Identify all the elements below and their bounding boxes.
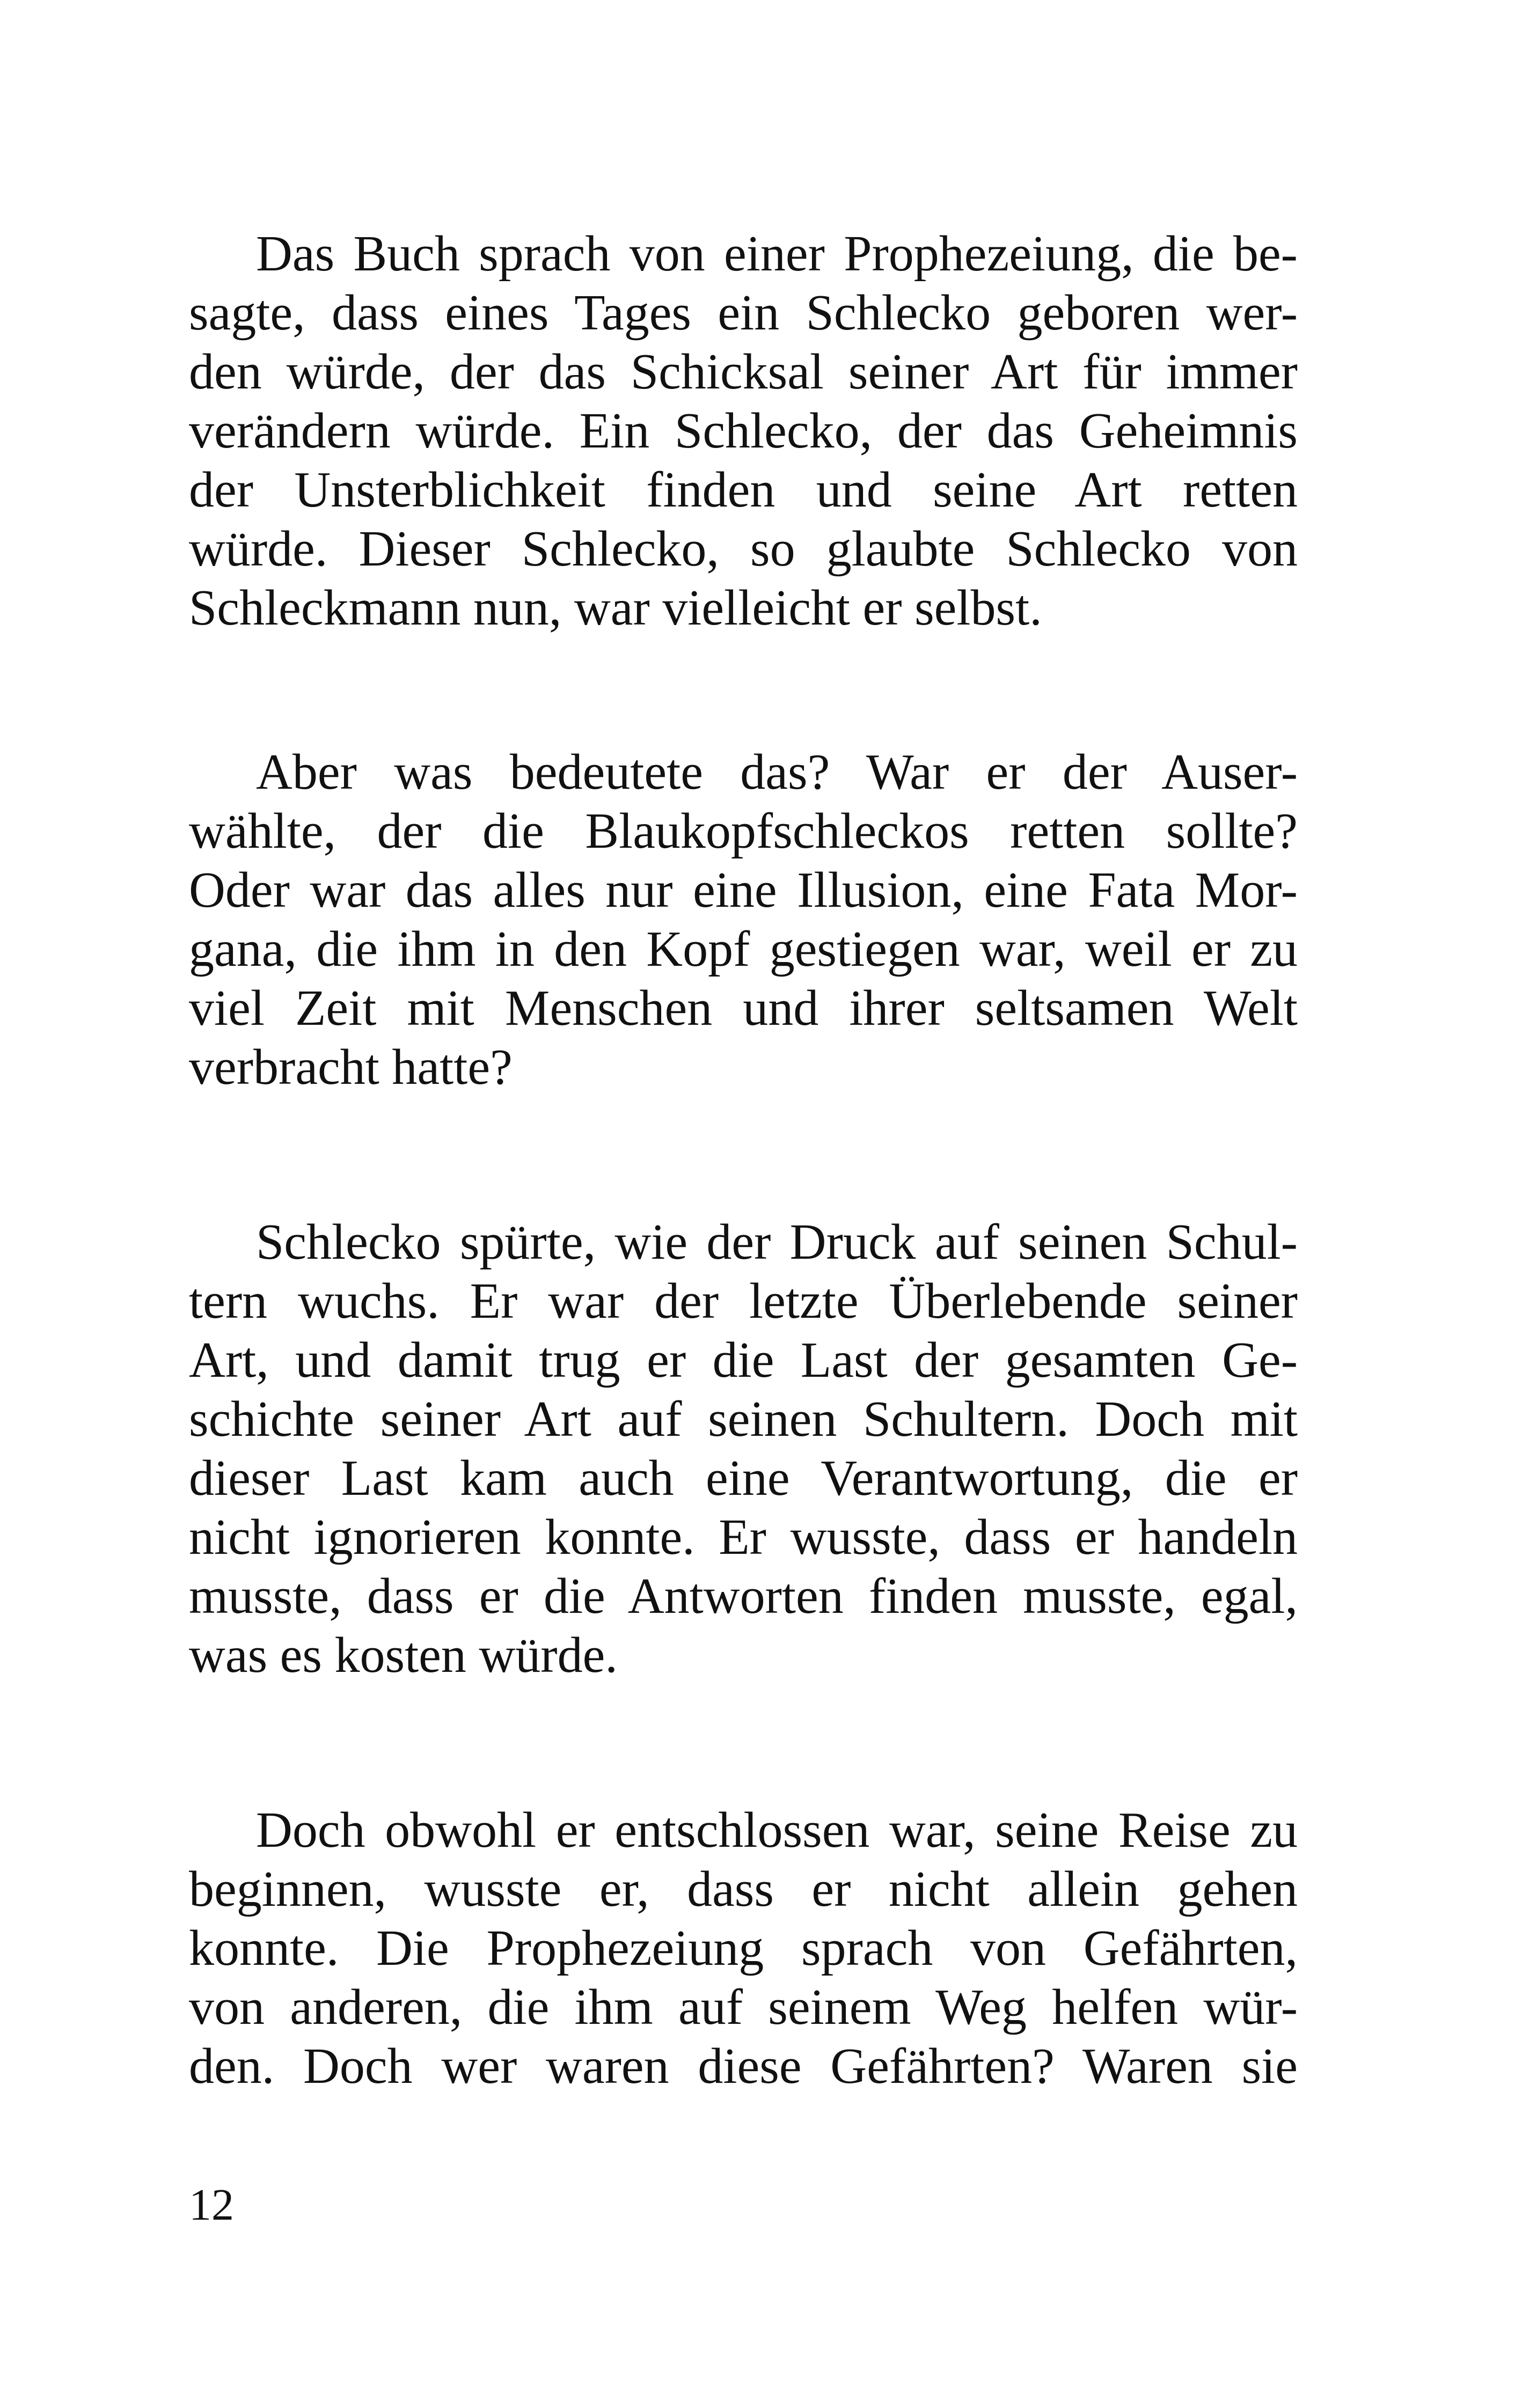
- paragraph-4: [189, 1801, 1298, 2096]
- paragraph-line: tern wuchs. Er war der letzte Überlebende seiner: [189, 1273, 1298, 1329]
- paragraph-line: den würde, der das Schicksal seiner Art für immer: [189, 344, 1298, 400]
- paragraph-line: von anderen, die ihm auf seinem Weg helfen wür-: [189, 1979, 1298, 2035]
- paragraph-line: gana, die ihm in den Kopf gestiegen war, weil er zu: [189, 921, 1298, 977]
- paragraph-line: Schleckmann nun, war vielleicht er selbst.: [189, 580, 1042, 636]
- paragraph-line: beginnen, wusste er, dass er nicht allein gehen: [189, 1861, 1298, 1917]
- paragraph-line: sagte, dass eines Tages ein Schlecko geboren wer-: [189, 285, 1298, 341]
- paragraph-line: Doch obwohl er entschlossen war, seine Reise zu: [256, 1802, 1298, 1858]
- paragraph-line: wählte, der die Blaukopfschleckos retten sollte?: [189, 803, 1298, 859]
- paragraph-line: was es kosten würde.: [189, 1627, 618, 1683]
- paragraph-line: den. Doch wer waren diese Gefährten? Waren sie: [189, 2038, 1298, 2094]
- paragraph-3: [189, 1213, 1298, 1685]
- paragraph-line: Aber was bedeutete das? War er der Auser-: [256, 744, 1298, 800]
- paragraph-line: verbracht hatte?: [189, 1039, 513, 1095]
- paragraph-line: musste, dass er die Antworten finden musste, egal,: [189, 1568, 1298, 1624]
- paragraph-line: würde. Dieser Schlecko, so glaubte Schlecko von: [189, 521, 1298, 577]
- paragraph-line: schichte seiner Art auf seinen Schultern. Doch mit: [189, 1391, 1298, 1447]
- paragraph-line: Art, und damit trug er die Last der gesamten Ge-: [189, 1332, 1298, 1388]
- paragraph-line: der Unsterblichkeit finden und seine Art retten: [189, 462, 1298, 518]
- paragraph-line: Das Buch sprach von einer Prophezeiung, die be-: [256, 226, 1298, 282]
- paragraph-line: verändern würde. Ein Schlecko, der das Geheimnis: [189, 403, 1298, 459]
- paragraph-line: viel Zeit mit Menschen und ihrer seltsamen Welt: [189, 980, 1298, 1036]
- paragraph-2: [189, 743, 1298, 1097]
- paragraph-line: dieser Last kam auch eine Verantwortung, die er: [189, 1450, 1298, 1506]
- paragraph-1: [189, 224, 1298, 637]
- paragraph-line: Schlecko spürte, wie der Druck auf seinen Schul-: [256, 1214, 1298, 1270]
- paragraph-line: Oder war das alles nur eine Illusion, eine Fata Mor-: [189, 862, 1298, 918]
- page-number: 12: [189, 2180, 234, 2230]
- paragraph-line: konnte. Die Prophezeiung sprach von Gefährten,: [189, 1920, 1298, 1976]
- paragraph-line: nicht ignorieren konnte. Er wusste, dass er handeln: [189, 1509, 1298, 1565]
